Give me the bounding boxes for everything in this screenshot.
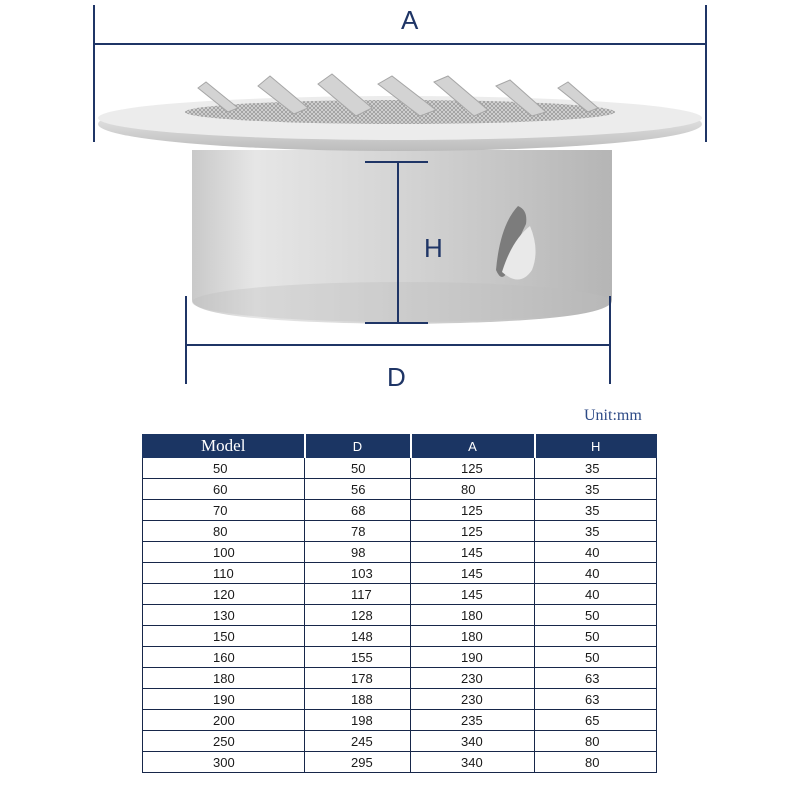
h-cell: 63 <box>535 689 657 710</box>
header-model: Model <box>143 435 305 458</box>
h-cell: 50 <box>535 647 657 668</box>
unit-label: Unit:mm <box>584 407 642 424</box>
model-cell: 50 <box>143 458 305 479</box>
d-cell: 155 <box>305 647 411 668</box>
model-cell: 300 <box>143 752 305 773</box>
h-cell: 35 <box>535 521 657 542</box>
model-cell: 160 <box>143 647 305 668</box>
table-row <box>143 605 657 626</box>
a-cell: 145 <box>411 563 535 584</box>
h-cell: 35 <box>535 458 657 479</box>
model-cell: 150 <box>143 626 305 647</box>
a-cell: 180 <box>411 626 535 647</box>
h-cell: 80 <box>535 752 657 773</box>
table-row <box>143 521 657 542</box>
vent-body <box>192 150 612 324</box>
table-body <box>143 458 657 773</box>
d-cell: 128 <box>305 605 411 626</box>
spec-table <box>142 434 657 773</box>
model-cell: 110 <box>143 563 305 584</box>
d-cell: 50 <box>305 458 411 479</box>
a-cell: 80 <box>411 479 535 500</box>
header-h: H <box>535 435 657 458</box>
d-cell: 198 <box>305 710 411 731</box>
table-row <box>143 479 657 500</box>
a-cell: 180 <box>411 605 535 626</box>
model-cell: 180 <box>143 668 305 689</box>
d-cell: 56 <box>305 479 411 500</box>
d-cell: 117 <box>305 584 411 605</box>
table-row <box>143 689 657 710</box>
table-row <box>143 458 657 479</box>
table-row <box>143 542 657 563</box>
h-cell: 40 <box>535 584 657 605</box>
a-cell: 125 <box>411 521 535 542</box>
d-cell: 178 <box>305 668 411 689</box>
table-row <box>143 752 657 773</box>
h-cell: 65 <box>535 710 657 731</box>
d-cell: 103 <box>305 563 411 584</box>
h-cell: 40 <box>535 563 657 584</box>
d-cell: 98 <box>305 542 411 563</box>
d-cell: 148 <box>305 626 411 647</box>
header-a: A <box>411 435 535 458</box>
model-cell: 100 <box>143 542 305 563</box>
a-cell: 125 <box>411 500 535 521</box>
a-cell: 230 <box>411 689 535 710</box>
a-cell: 230 <box>411 668 535 689</box>
d-cell: 245 <box>305 731 411 752</box>
model-cell: 130 <box>143 605 305 626</box>
a-cell: 190 <box>411 647 535 668</box>
table-row <box>143 710 657 731</box>
dimension-a-label: A <box>401 5 419 35</box>
model-cell: 80 <box>143 521 305 542</box>
dimension-d-label: D <box>387 362 406 392</box>
h-cell: 63 <box>535 668 657 689</box>
table-row <box>143 584 657 605</box>
header-d: D <box>305 435 411 458</box>
h-cell: 40 <box>535 542 657 563</box>
table-row <box>143 668 657 689</box>
a-cell: 145 <box>411 542 535 563</box>
model-cell: 70 <box>143 500 305 521</box>
d-cell: 295 <box>305 752 411 773</box>
h-cell: 50 <box>535 626 657 647</box>
table-row <box>143 563 657 584</box>
table-row <box>143 731 657 752</box>
d-cell: 78 <box>305 521 411 542</box>
table-row <box>143 626 657 647</box>
vent-flange <box>98 96 702 151</box>
a-cell: 340 <box>411 731 535 752</box>
a-cell: 235 <box>411 710 535 731</box>
table-header-row <box>143 435 657 458</box>
model-cell: 250 <box>143 731 305 752</box>
d-cell: 68 <box>305 500 411 521</box>
a-cell: 340 <box>411 752 535 773</box>
model-cell: 200 <box>143 710 305 731</box>
d-cell: 188 <box>305 689 411 710</box>
a-cell: 145 <box>411 584 535 605</box>
dimension-h-label: H <box>424 233 443 263</box>
h-cell: 50 <box>535 605 657 626</box>
a-cell: 125 <box>411 458 535 479</box>
h-cell: 35 <box>535 500 657 521</box>
table-row <box>143 500 657 521</box>
h-cell: 80 <box>535 731 657 752</box>
model-cell: 60 <box>143 479 305 500</box>
h-cell: 35 <box>535 479 657 500</box>
table-row <box>143 647 657 668</box>
model-cell: 190 <box>143 689 305 710</box>
model-cell: 120 <box>143 584 305 605</box>
